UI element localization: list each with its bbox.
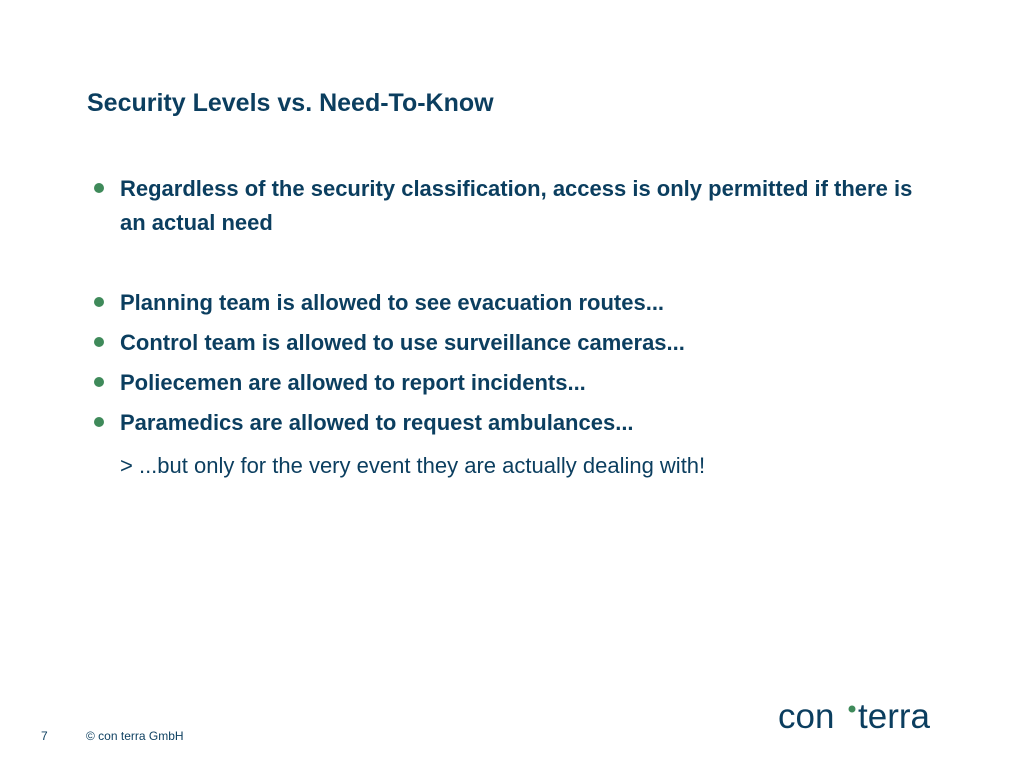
logo-text-con: con — [778, 697, 835, 736]
bullet-item — [94, 172, 935, 240]
bullet-dot-icon — [94, 417, 104, 427]
bullet-item — [94, 326, 935, 360]
bullet-text: Poliecemen are allowed to report incidents... — [120, 370, 586, 395]
bullet-text: Regardless of the security classification, access is only permitted if there is an actual need — [120, 176, 913, 235]
bullet-dot-icon — [94, 377, 104, 387]
bullet-dot-icon — [94, 297, 104, 307]
page-number: 7 — [41, 729, 48, 743]
bullet-dot-icon — [94, 337, 104, 347]
logo-text-terra: terra — [858, 697, 930, 736]
slide-title: Security Levels vs. Need-To-Know — [87, 89, 494, 117]
bullet-text: Control team is allowed to use surveillance cameras... — [120, 330, 685, 355]
copyright-text: © con terra GmbH — [86, 729, 184, 743]
bullet-text: Paramedics are allowed to request ambulances... — [120, 410, 634, 435]
bullet-item — [94, 286, 935, 320]
bullet-text: Planning team is allowed to see evacuation routes... — [120, 290, 665, 315]
logo-dot-icon — [849, 706, 856, 713]
bullet-item — [94, 366, 935, 400]
bullet-dot-icon — [94, 183, 104, 193]
bullet-item — [94, 406, 935, 440]
sub-note: > ...but only for the very event they are actually dealing with! — [120, 453, 706, 478]
con-terra-logo — [776, 694, 956, 738]
